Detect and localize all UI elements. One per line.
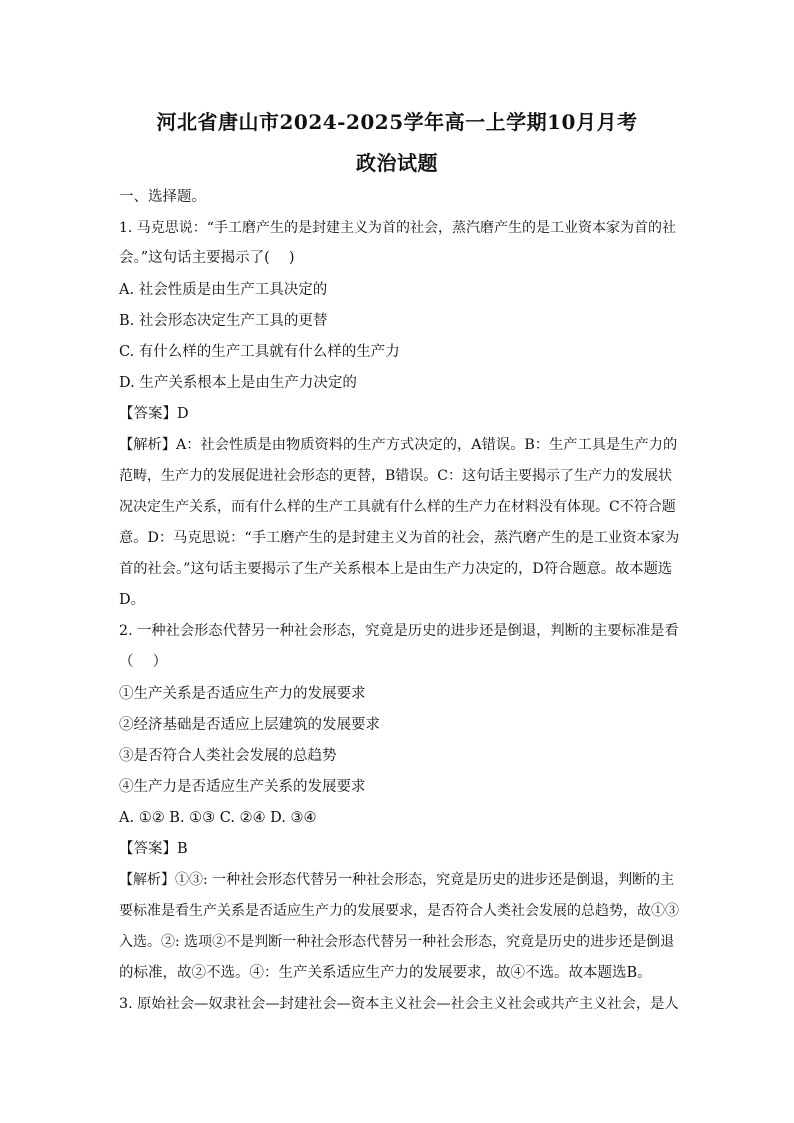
question-1-stem-cont: 会。”这句话主要揭示了( ) [119, 250, 295, 266]
question-2-item-3: ③是否符合人类社会发展的总趋势 [119, 748, 337, 764]
question-1-option-b: B. 社会形态决定生产工具的更替 [119, 313, 328, 329]
question-1-analysis-line: 况决定生产关系，而有什么样的生产工具就有什么样的生产力在材料没有体现。C不符合题 [119, 499, 676, 515]
document-subtitle: 政治试题 [356, 151, 438, 175]
question-2-item-1: ①生产关系是否适应生产力的发展要求 [119, 686, 366, 702]
document-title: 河北省唐山市2024-2025学年高一上学期10月月考 [156, 110, 638, 134]
question-1-analysis-line: D。 [119, 592, 146, 608]
question-1-option-c: C. 有什么样的生产工具就有什么样的生产力 [119, 344, 400, 360]
section-heading: 一、选择题。 [119, 189, 206, 205]
question-2-analysis-line: 要标准是看生产关系是否适应生产力的发展要求，是否符合人类社会发展的总趋势，故①③ [119, 903, 679, 919]
question-2-stem-cont: （ ） [119, 654, 168, 670]
question-1-stem: 1. 马克思说：“手工磨产生的是封建主义为首的社会，蒸汽磨产生的是工业资本家为首的社 [119, 220, 676, 236]
question-3-stem: 3. 原始社会—奴隶社会—封建社会—资本主义社会—社会主义社会或共产主义社会，是人 [119, 996, 679, 1012]
question-1-analysis: 【解析】A：社会性质是由物质资料的生产方式决定的，A错误。B：生产工具是生产力的 [119, 437, 678, 453]
question-2-options: A. ①② B. ①③ C. ②④ D. ③④ [119, 810, 317, 826]
question-1-analysis-line: 范畴，生产力的发展促进社会形态的更替，B错误。C：这句话主要揭示了生产力的发展状 [119, 468, 672, 484]
question-2-item-2: ②经济基础是否适应上层建筑的发展要求 [119, 717, 380, 733]
question-1-analysis-line: 意。D：马克思说：“手工磨产生的是封建主义为首的社会，蒸汽磨产生的是工业资本家为 [119, 530, 680, 546]
question-2-answer: 【答案】B [119, 841, 188, 857]
question-2-analysis-line: 入选。②: 选项②不是判断一种社会形态代替另一种社会形态，究竟是历史的进步还是倒退 [119, 934, 675, 950]
question-1-analysis-line: 首的社会。”这句话主要揭示了生产关系根本上是由生产力决定的，D符合题意。故本题选 [119, 561, 673, 577]
question-2-analysis-line: 的标准，故②不选。④：生产关系适应生产力的发展要求，故④不选。故本题选B。 [119, 965, 652, 981]
question-1-option-d: D. 生产关系根本上是由生产力决定的 [119, 375, 357, 391]
question-2-analysis: 【解析】①③: 一种社会形态代替另一种社会形态，究竟是历史的进步还是倒退，判断的主 [119, 872, 675, 888]
question-2-stem: 2. 一种社会形态代替另一种社会形态，究竟是历史的进步还是倒退，判断的主要标准是看 [119, 623, 679, 639]
question-1-answer: 【答案】D [119, 406, 189, 422]
question-1-option-a: A. 社会性质是由生产工具决定的 [119, 282, 328, 298]
question-2-item-4: ④生产力是否适应生产关系的发展要求 [119, 779, 366, 795]
